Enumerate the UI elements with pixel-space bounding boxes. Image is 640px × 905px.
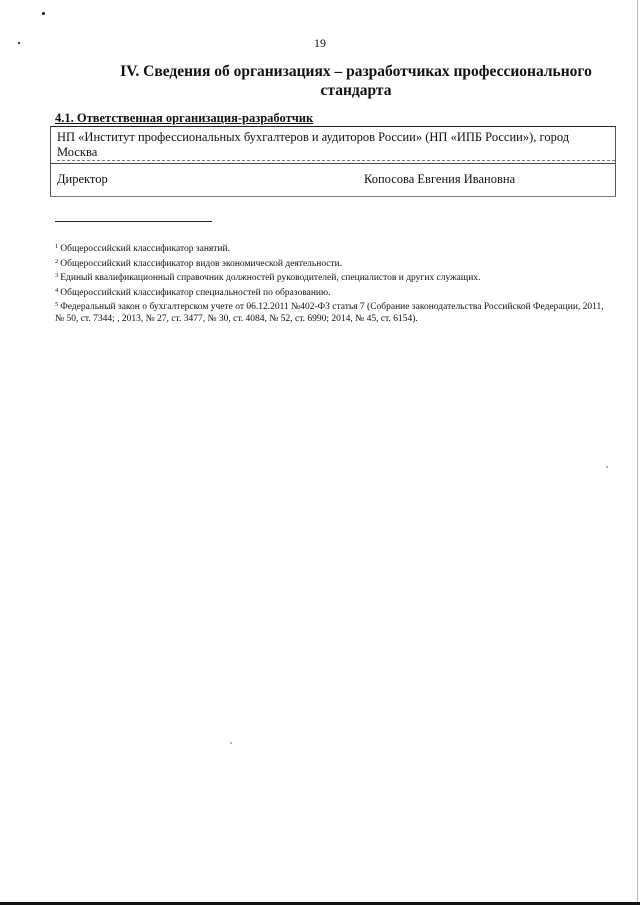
org-name-cell bbox=[51, 127, 615, 164]
director-role: Директор bbox=[57, 172, 108, 186]
org-name-line2: Москва bbox=[57, 145, 615, 161]
scan-edge bbox=[637, 0, 638, 905]
footnote-number: 1 bbox=[55, 243, 59, 250]
footnote-separator bbox=[55, 221, 212, 222]
footnote-text: Федеральный закон о бухгалтерском учете от 06.12.2011 №402-ФЗ статья 7 (Собрание законодательства Российской Федерации, 2011, № 50, ст. 7344; , 2013, № 27, ст. 3477, № 30, ст. 4084, № 52, ст. 6990; 2014, № 45, ст. 6154). bbox=[55, 302, 604, 324]
page-number: 19 bbox=[314, 36, 326, 50]
footnote-3 bbox=[55, 270, 615, 285]
footnote-number: 5 bbox=[55, 301, 59, 308]
scan-speck bbox=[230, 742, 232, 744]
director-name: Копосова Евгения Ивановна bbox=[364, 172, 516, 186]
footnote-2 bbox=[55, 256, 615, 271]
footnote-4 bbox=[55, 285, 615, 300]
org-name-line1: НП «Институт профессиональных бухгалтеров и аудиторов России» (НП «ИПБ России»), город bbox=[57, 130, 570, 144]
scan-speck bbox=[606, 466, 608, 468]
director-row bbox=[51, 164, 615, 196]
responsible-org-table bbox=[50, 126, 616, 197]
footnote-number: 2 bbox=[55, 257, 59, 265]
footnote-text: Общероссийский классификатор специальностей по образованию. bbox=[60, 287, 331, 298]
responsible-org-heading: 4.1. Ответственная организация-разработчик bbox=[55, 111, 314, 125]
section-title: IV. Сведения об организациях – разработчиках профессионального стандарта bbox=[120, 63, 592, 99]
footnote-text: Общероссийский классификатор занятий. bbox=[60, 244, 230, 254]
footnotes bbox=[55, 241, 615, 325]
footnote-text: Общероссийский классификатор видов экономической деятельности. bbox=[60, 258, 343, 269]
scan-speck bbox=[42, 12, 45, 15]
footnote-text: Единый квалификационный справочник должностей руководителей, специалистов и других служащих. bbox=[60, 273, 481, 283]
footnote-number: 4 bbox=[55, 286, 59, 294]
footnote-1 bbox=[55, 241, 615, 256]
footnote-5 bbox=[55, 299, 615, 325]
footnote-number: 3 bbox=[55, 272, 59, 279]
